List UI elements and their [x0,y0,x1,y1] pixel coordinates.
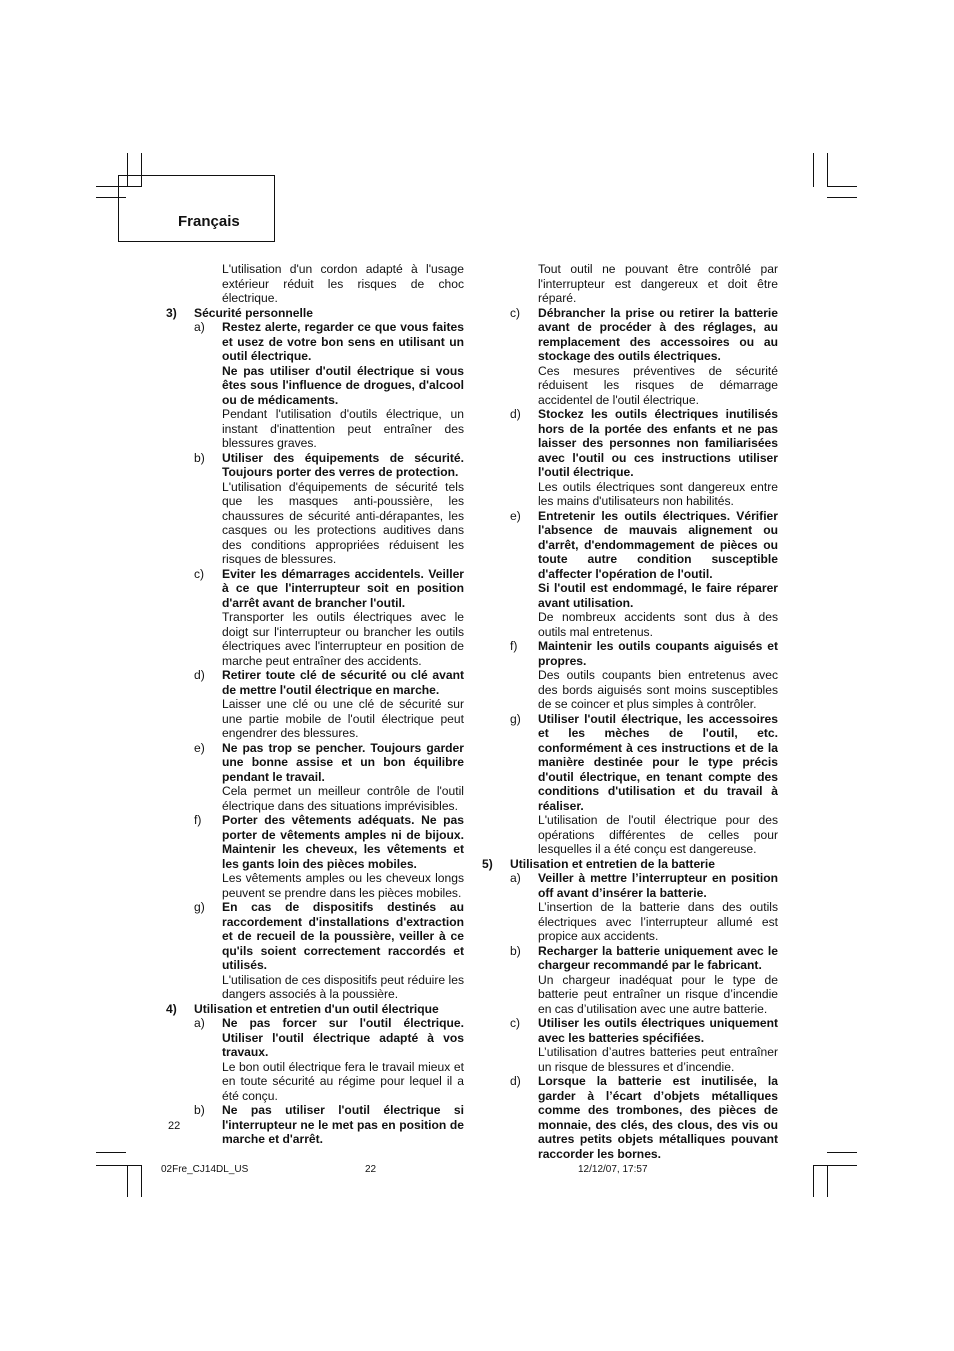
paragraph [166,262,464,306]
item-label: d) [510,407,521,421]
item-explanation: Tout outil ne pouvant être contrôlé par l'interrupteur est dangereux et doit être réparé. [538,262,778,305]
section-number: 3) [166,305,177,320]
item-explanation: Cela permet un meilleur contrôle de l'outil électrique dans des situations imprévisibles. [222,784,464,813]
section-number: 5) [482,856,493,871]
item-explanation: Le bon outil électrique fera le travail mieux et en toute sécurité au régime pour lequel il a été conçu. [222,1059,464,1103]
crop-mark [96,1165,142,1166]
footer-timestamp: 12/12/07, 17:57 [578,1164,648,1175]
item-label: d) [194,668,205,682]
item-instruction: Ne pas utiliser d'outil électrique si vous êtes sous l'influence de drogues, d'alcool ou de médicaments. [222,363,464,407]
item-instruction: Ne pas forcer sur l'outil électrique. Utiliser l'outil électrique adapté à vos travaux. [222,1016,464,1059]
item-explanation: Laisser une clé ou une clé de sécurité sur une partie mobile de l'outil électrique peut engendrer des blessures. [222,697,464,740]
crop-mark [827,197,857,198]
item-explanation: Les outils électriques sont dangereux entre les mains d'utilisateurs non habilités. [538,479,778,508]
list-item [166,1016,464,1103]
item-instruction: Maintenir les outils coupants aiguisés et propres. [538,639,778,668]
item-label: c) [194,566,205,581]
page-number: 22 [168,1120,181,1132]
crop-mark [827,1152,857,1153]
item-instruction: Restez alerte, regarder ce que vous faites et usez de votre bon sens en utilisant un outil électrique. [222,320,464,363]
item-instruction: Eviter les démarrages accidentels. Veiller à ce que l'interrupteur soit en position d'arrêt avant de brancher l'outil. [222,566,464,610]
crop-mark [827,153,828,187]
list-item [166,741,464,814]
item-instruction: Utiliser des équipements de sécurité. Toujours porter des verres de protection. [222,450,464,479]
item-instruction: Lorsque la batterie est inutilisée, la garder à l’écart d’objets métalliques comme des trombones, des pièces de monnaie, des clés, des clous, des vis ou autres petits objets métalliques pouvant raccorder les bornes. [538,1074,778,1161]
item-explanation: Les vêtements amples ou les cheveux longs peuvent se prendre dans les pièces mobiles. [222,871,464,900]
language-title: Français [178,213,240,230]
section-heading [482,857,778,872]
item-label: e) [194,740,205,755]
item-label: f) [194,813,202,827]
section-title: Utilisation et entretien de la batterie [510,856,715,871]
item-label: e) [510,508,521,523]
item-instruction: Entretenir les outils électriques. Vérifier l'absence de mauvais alignement ou d'arrêt, d'endommagement de pièces ou toute autre condition susceptible d'affecter l'opération de l'outil. [538,508,778,581]
item-label: a) [194,1016,205,1030]
item-explanation: Transporter les outils électriques avec le doigt sur l'interrupteur ou brancher les outils électriques avec l'interrupteur en position de marche peut entraîner des accidents. [222,610,464,668]
crop-mark [827,1165,828,1197]
list-item [166,320,464,364]
item-explanation: L’utilisation d’autres batteries peut entraîner un risque de blessures et d’incendie. [538,1045,778,1074]
list-item [166,1103,464,1147]
item-instruction: Ne pas utiliser l'outil électrique si l'interrupteur ne le met pas en position de marche et d'arrêt. [222,1103,464,1146]
item-explanation: L’insertion de la batterie dans des outils électriques avec l’interrupteur allumé est propice aux accidents. [538,900,778,943]
item-label: b) [194,1103,205,1117]
item-label: g) [194,900,205,914]
item-explanation: Un chargeur inadéquat pour le type de batterie peut entraîner un risque d’incendie en cas d’utilisation avec une autre batterie. [538,972,778,1016]
footer-page: 22 [365,1164,377,1175]
crop-mark [141,1165,142,1197]
item-instruction: Utiliser les outils électriques uniquement avec les batteries spécifiées. [538,1016,778,1045]
item-label: c) [510,305,521,320]
list-item [482,407,778,509]
crop-mark [813,1165,814,1197]
item-explanation: Des outils coupants bien entretenus avec des bords aiguisés sont moins susceptibles de se coincer et plus simples à contrôler. [538,668,778,711]
item-explanation: L'utilisation de l'outil électrique pour des opérations différentes de celles pour lesquelles il a été conçu est dangereuse. [538,813,778,856]
item-label: a) [510,871,521,885]
item-label: b) [510,943,521,958]
crop-mark [813,1165,857,1166]
item-label: d) [510,1074,521,1088]
footer-file: 02Fre_CJ14DL_US [161,1164,249,1175]
list-item [482,1074,778,1161]
section-title: Utilisation et entretien d'un outil électrique [194,1001,439,1016]
item-label: g) [510,711,521,726]
list-item [482,1016,778,1074]
section-heading [166,306,464,321]
item-label: f) [510,639,518,653]
language-tab [118,175,275,242]
item-explanation: L'utilisation d'un cordon adapté à l'usage extérieur réduit les risques de choc électrique. [222,262,464,305]
list-item [482,509,778,582]
list-item [482,871,778,944]
paragraph [482,581,778,639]
item-instruction: Veiller à mettre l’interrupteur en position off avant d’insérer la batterie. [538,871,778,900]
list-item [166,451,464,567]
list-item [482,306,778,408]
list-item [482,639,778,712]
right-column [482,262,778,1161]
list-item [166,813,464,900]
left-column [166,262,464,1147]
item-instruction: En cas de dispositifs destinés au raccordement d'installations d'extraction et de recueil de la poussière, veiller à ce qu'ils soient correctement raccordés et utilisés. [222,900,464,972]
item-instruction: Utiliser l'outil électrique, les accessoires et les mèches de l'outil, etc. conformément à ces instructions et de la manière destinée pour le type précis d'outil électrique, en tenant compte des conditions d'utilisation et du travail à réaliser. [538,711,778,813]
list-item [166,900,464,1002]
section-number: 4) [166,1001,177,1016]
section-heading [166,1002,464,1017]
item-explanation: L'utilisation de ces dispositifs peut réduire les dangers associés à la poussière. [222,972,464,1001]
item-explanation: Pendant l'utilisation d'outils électrique, un instant d'inattention peut entraîner des blessures graves. [222,407,464,450]
crop-mark [127,1165,128,1197]
crop-mark [827,186,857,187]
list-item [482,712,778,857]
item-explanation: Ces mesures préventives de sécurité réduisent les risques de démarrage accidentel de l'outil électrique. [538,363,778,407]
item-explanation: De nombreux accidents sont dus à des outils mal entretenus. [538,610,778,639]
item-label: b) [194,450,205,465]
item-label: a) [194,320,205,334]
paragraph [166,364,464,451]
item-instruction: Recharger la batterie uniquement avec le chargeur recommandé par le fabricant. [538,943,778,972]
item-instruction: Stockez les outils électriques inutilisés hors de la portée des enfants et ne pas laisser des personnes non familiarisées avec l'outil ou ces instructions utiliser l'outil électrique. [538,407,778,479]
item-instruction: Ne pas trop se pencher. Toujours garder une bonne assise et un bon équilibre pendant le travail. [222,740,464,784]
item-instruction: Débrancher la prise ou retirer la batterie avant de procéder à des réglages, au remplacement des accessoires ou au stockage des outils électriques. [538,305,778,363]
crop-mark [96,1152,126,1153]
list-item [166,668,464,741]
list-item [482,944,778,1017]
item-explanation: L'utilisation d'équipements de sécurité tels que les masques anti-poussière, les chaussures de sécurité anti-dérapantes, les casques ou les protections auditives dans des conditions appropriées réduisent les risques de blessures. [222,479,464,566]
item-instruction: Si l'outil est endommagé, le faire réparer avant utilisation. [538,581,778,610]
item-instruction: Porter des vêtements adéquats. Ne pas porter de vêtements amples ni de bijoux. Maintenir les cheveux, les vêtements et les gants loin des pièces mobiles. [222,813,464,871]
item-instruction: Retirer toute clé de sécurité ou clé avant de mettre l'outil électrique en marche. [222,668,464,697]
item-label: c) [510,1016,521,1030]
list-item [166,567,464,669]
paragraph [482,262,778,306]
section-title: Sécurité personnelle [194,305,313,320]
crop-mark [813,153,814,187]
